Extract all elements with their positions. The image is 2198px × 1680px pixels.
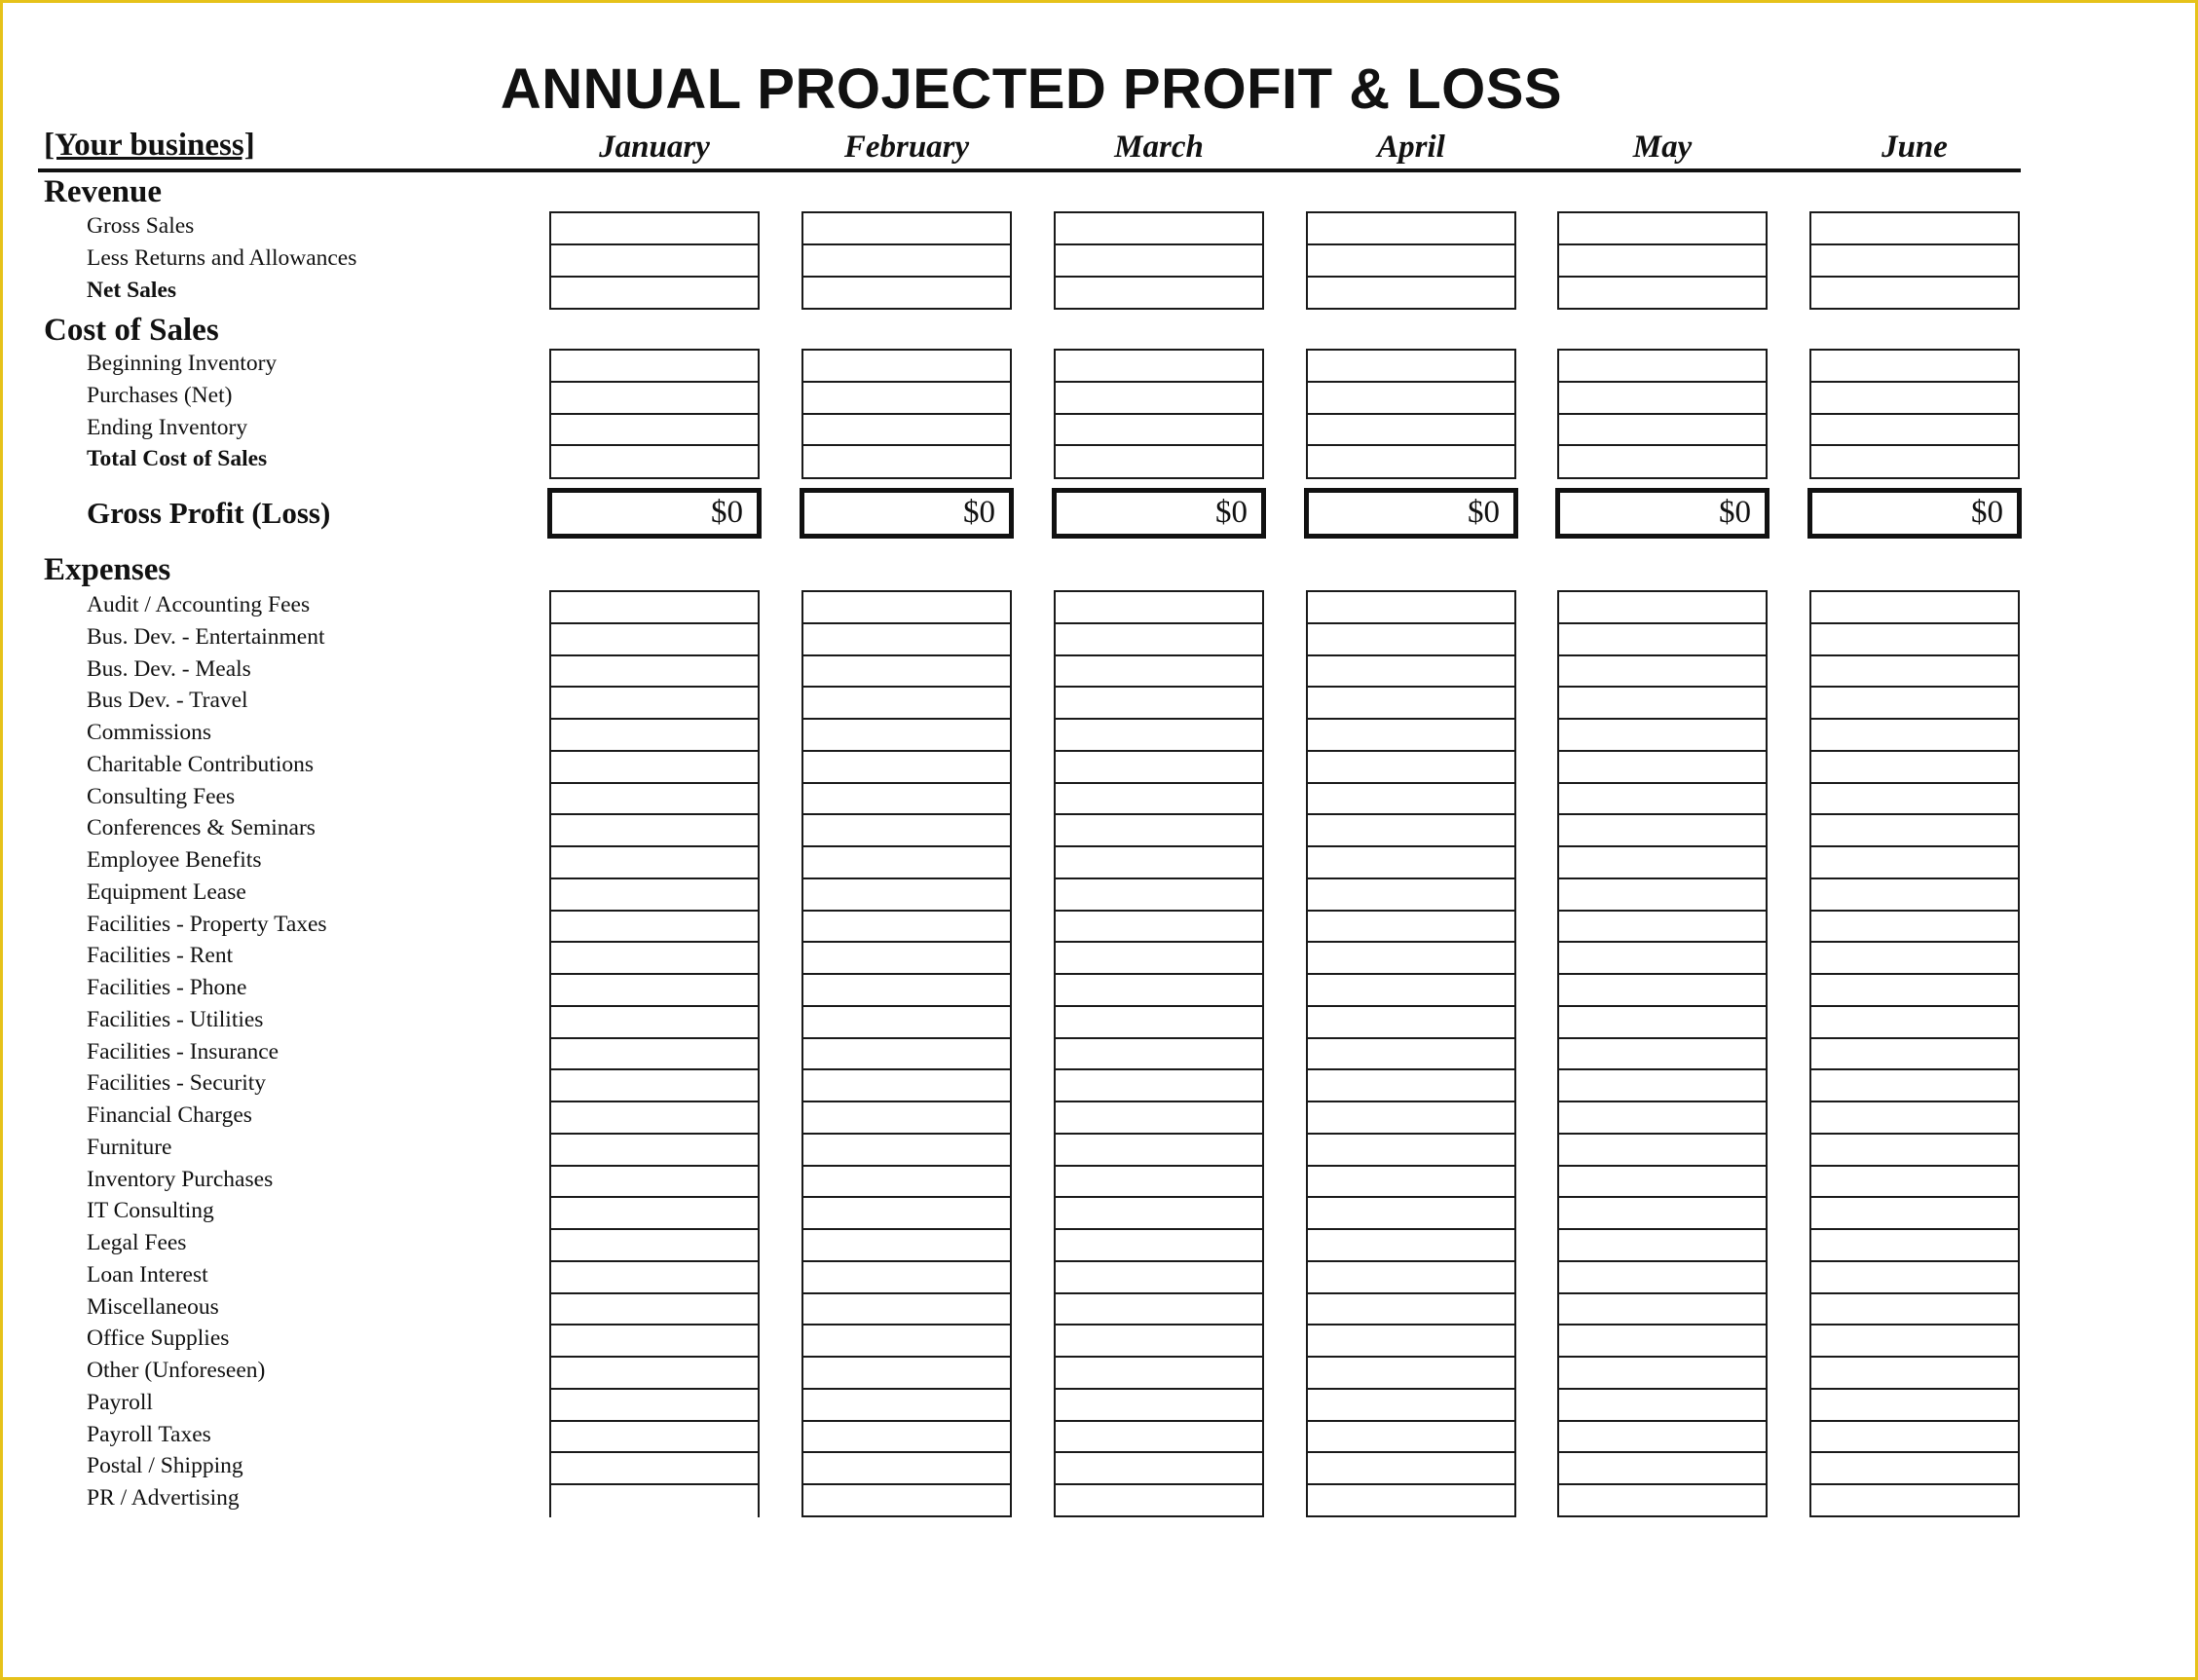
row-label-postal-shipping: Postal / Shipping xyxy=(87,1453,243,1479)
row-label-furniture: Furniture xyxy=(87,1134,172,1160)
cell-loan-interest-june[interactable] xyxy=(1809,1260,2020,1294)
cell-other-unforeseen-january[interactable] xyxy=(549,1356,760,1390)
cell-employee-benefits-january[interactable] xyxy=(549,845,760,879)
cell-purchases-net-march[interactable] xyxy=(1054,381,1264,415)
cell-legal-fees-march[interactable] xyxy=(1054,1228,1264,1262)
cell-facilities-utilities-june[interactable] xyxy=(1809,1005,2020,1039)
cell-net-sales-january[interactable] xyxy=(549,276,760,310)
cell-employee-benefits-march[interactable] xyxy=(1054,845,1264,879)
cell-bus-dev-travel-january[interactable] xyxy=(549,686,760,720)
cell-equipment-lease-february[interactable] xyxy=(801,877,1012,912)
cell-miscellaneous-january[interactable] xyxy=(549,1292,760,1326)
cell-conferences-seminars-june[interactable] xyxy=(1809,813,2020,847)
cell-facilities-security-february[interactable] xyxy=(801,1068,1012,1102)
cell-payroll-taxes-april[interactable] xyxy=(1306,1420,1516,1454)
cell-charitable-contributions-february[interactable] xyxy=(801,750,1012,784)
cell-office-supplies-april[interactable] xyxy=(1306,1324,1516,1358)
cell-financial-charges-january[interactable] xyxy=(549,1101,760,1135)
cell-inventory-purchases-march[interactable] xyxy=(1054,1165,1264,1199)
cell-facilities-security-january[interactable] xyxy=(549,1068,760,1102)
cell-pr-advertising-february[interactable] xyxy=(801,1483,1012,1517)
cell-consulting-fees-january[interactable] xyxy=(549,782,760,816)
cell-facilities-rent-may[interactable] xyxy=(1557,941,1768,975)
month-header-january: January xyxy=(599,130,710,165)
row-label-financial-charges: Financial Charges xyxy=(87,1102,252,1128)
cell-it-consulting-january[interactable] xyxy=(549,1196,760,1230)
cell-facilities-phone-june[interactable] xyxy=(1809,973,2020,1007)
cell-facilities-property-taxes-january[interactable] xyxy=(549,910,760,944)
cell-facilities-utilities-january[interactable] xyxy=(549,1005,760,1039)
cell-payroll-taxes-january[interactable] xyxy=(549,1420,760,1454)
revenue-column-march xyxy=(1054,211,1264,310)
cell-gross-sales-may[interactable] xyxy=(1557,211,1768,245)
expenses-column-may xyxy=(1557,590,1768,1517)
row-label-ending-inventory: Ending Inventory xyxy=(87,414,248,440)
cell-facilities-utilities-may[interactable] xyxy=(1557,1005,1768,1039)
row-label-purchases-net: Purchases (Net) xyxy=(87,382,233,408)
cell-equipment-lease-may[interactable] xyxy=(1557,877,1768,912)
row-label-commissions: Commissions xyxy=(87,720,211,745)
cell-consulting-fees-may[interactable] xyxy=(1557,782,1768,816)
row-label-office-supplies: Office Supplies xyxy=(87,1325,230,1352)
cell-office-supplies-june[interactable] xyxy=(1809,1324,2020,1358)
cell-purchases-net-april[interactable] xyxy=(1306,381,1516,415)
cell-bus-dev-travel-may[interactable] xyxy=(1557,686,1768,720)
cell-total-cost-of-sales-june[interactable] xyxy=(1809,444,2020,478)
cell-office-supplies-january[interactable] xyxy=(549,1324,760,1358)
cell-bus-dev-travel-february[interactable] xyxy=(801,686,1012,720)
cell-charitable-contributions-april[interactable] xyxy=(1306,750,1516,784)
cell-charitable-contributions-january[interactable] xyxy=(549,750,760,784)
cell-commissions-june[interactable] xyxy=(1809,718,2020,752)
revenue-column-april xyxy=(1306,211,1516,310)
cell-bus-dev-entertainment-may[interactable] xyxy=(1557,622,1768,656)
cell-gross-sales-march[interactable] xyxy=(1054,211,1264,245)
row-label-bus-dev-travel: Bus Dev. - Travel xyxy=(87,688,248,714)
cell-pr-advertising-june[interactable] xyxy=(1809,1483,2020,1517)
row-label-facilities-property-taxes: Facilities - Property Taxes xyxy=(87,911,327,937)
cell-charitable-contributions-may[interactable] xyxy=(1557,750,1768,784)
cell-consulting-fees-june[interactable] xyxy=(1809,782,2020,816)
month-header-may: May xyxy=(1632,130,1693,165)
cell-postal-shipping-january[interactable] xyxy=(549,1451,760,1485)
cell-beginning-inventory-june[interactable] xyxy=(1809,349,2020,383)
cell-postal-shipping-may[interactable] xyxy=(1557,1451,1768,1485)
row-label-facilities-rent: Facilities - Rent xyxy=(87,943,234,969)
cell-beginning-inventory-january[interactable] xyxy=(549,349,760,383)
month-header-june: June xyxy=(1881,130,1948,165)
cell-facilities-insurance-march[interactable] xyxy=(1054,1037,1264,1071)
cell-furniture-february[interactable] xyxy=(801,1133,1012,1167)
cell-facilities-utilities-february[interactable] xyxy=(801,1005,1012,1039)
month-header-march: March xyxy=(1114,130,1204,165)
cell-charitable-contributions-march[interactable] xyxy=(1054,750,1264,784)
cell-commissions-april[interactable] xyxy=(1306,718,1516,752)
revenue-column-february xyxy=(801,211,1012,310)
cell-equipment-lease-march[interactable] xyxy=(1054,877,1264,912)
row-label-facilities-insurance: Facilities - Insurance xyxy=(87,1038,279,1064)
gross-profit-cell-march[interactable]: $0 xyxy=(1052,488,1266,539)
cell-other-unforeseen-may[interactable] xyxy=(1557,1356,1768,1390)
row-label-pr-advertising: PR / Advertising xyxy=(87,1485,240,1511)
cell-legal-fees-february[interactable] xyxy=(801,1228,1012,1262)
cell-other-unforeseen-march[interactable] xyxy=(1054,1356,1264,1390)
cell-bus-dev-travel-march[interactable] xyxy=(1054,686,1264,720)
cell-furniture-may[interactable] xyxy=(1557,1133,1768,1167)
cell-payroll-march[interactable] xyxy=(1054,1388,1264,1422)
cell-it-consulting-may[interactable] xyxy=(1557,1196,1768,1230)
cost-of-sales-column-january xyxy=(549,349,760,479)
cell-beginning-inventory-may[interactable] xyxy=(1557,349,1768,383)
cell-less-returns-and-allowances-january[interactable] xyxy=(549,243,760,278)
cell-consulting-fees-february[interactable] xyxy=(801,782,1012,816)
cell-gross-sales-february[interactable] xyxy=(801,211,1012,245)
cell-bus-dev-entertainment-march[interactable] xyxy=(1054,622,1264,656)
cell-legal-fees-january[interactable] xyxy=(549,1228,760,1262)
month-header-april: April xyxy=(1377,130,1445,165)
row-label-facilities-phone: Facilities - Phone xyxy=(87,975,247,1000)
cell-commissions-february[interactable] xyxy=(801,718,1012,752)
cell-miscellaneous-march[interactable] xyxy=(1054,1292,1264,1326)
revenue-column-january xyxy=(549,211,760,310)
cell-facilities-rent-march[interactable] xyxy=(1054,941,1264,975)
row-label-consulting-fees: Consulting Fees xyxy=(87,783,236,809)
cell-conferences-seminars-april[interactable] xyxy=(1306,813,1516,847)
cell-pr-advertising-april[interactable] xyxy=(1306,1483,1516,1517)
cell-less-returns-and-allowances-may[interactable] xyxy=(1557,243,1768,278)
cell-payroll-february[interactable] xyxy=(801,1388,1012,1422)
row-label-loan-interest: Loan Interest xyxy=(87,1261,208,1288)
cell-purchases-net-january[interactable] xyxy=(549,381,760,415)
cell-other-unforeseen-june[interactable] xyxy=(1809,1356,2020,1390)
row-label-conferences-seminars: Conferences & Seminars xyxy=(87,815,316,841)
gross-profit-cell-january[interactable]: $0 xyxy=(547,488,762,539)
cell-audit-accounting-fees-march[interactable] xyxy=(1054,590,1264,624)
cell-equipment-lease-april[interactable] xyxy=(1306,877,1516,912)
cell-furniture-june[interactable] xyxy=(1809,1133,2020,1167)
cell-audit-accounting-fees-february[interactable] xyxy=(801,590,1012,624)
cell-facilities-property-taxes-february[interactable] xyxy=(801,910,1012,944)
cell-beginning-inventory-april[interactable] xyxy=(1306,349,1516,383)
cell-purchases-net-february[interactable] xyxy=(801,381,1012,415)
cell-facilities-security-april[interactable] xyxy=(1306,1068,1516,1102)
cell-miscellaneous-june[interactable] xyxy=(1809,1292,2020,1326)
cell-payroll-january[interactable] xyxy=(549,1388,760,1422)
row-label-charitable-contributions: Charitable Contributions xyxy=(87,751,315,777)
cell-facilities-phone-march[interactable] xyxy=(1054,973,1264,1007)
cell-facilities-security-may[interactable] xyxy=(1557,1068,1768,1102)
row-label-employee-benefits: Employee Benefits xyxy=(87,847,262,873)
section-title-revenue: Revenue xyxy=(44,174,162,209)
row-label-miscellaneous: Miscellaneous xyxy=(87,1293,219,1320)
cell-bus-dev-entertainment-february[interactable] xyxy=(801,622,1012,656)
section-title-expenses: Expenses xyxy=(44,552,171,587)
cell-payroll-taxes-may[interactable] xyxy=(1557,1420,1768,1454)
cell-employee-benefits-may[interactable] xyxy=(1557,845,1768,879)
cell-furniture-april[interactable] xyxy=(1306,1133,1516,1167)
cell-furniture-march[interactable] xyxy=(1054,1133,1264,1167)
cell-ending-inventory-april[interactable] xyxy=(1306,413,1516,447)
cell-payroll-taxes-june[interactable] xyxy=(1809,1420,2020,1454)
cell-financial-charges-may[interactable] xyxy=(1557,1101,1768,1135)
cell-loan-interest-february[interactable] xyxy=(801,1260,1012,1294)
cell-it-consulting-march[interactable] xyxy=(1054,1196,1264,1230)
gross-profit-cell-june[interactable]: $0 xyxy=(1807,488,2022,539)
cell-bus-dev-entertainment-april[interactable] xyxy=(1306,622,1516,656)
cell-it-consulting-april[interactable] xyxy=(1306,1196,1516,1230)
row-label-payroll: Payroll xyxy=(87,1389,153,1415)
cell-payroll-taxes-march[interactable] xyxy=(1054,1420,1264,1454)
cell-bus-dev-meals-april[interactable] xyxy=(1306,654,1516,689)
month-header-february: February xyxy=(843,130,970,165)
cell-facilities-insurance-june[interactable] xyxy=(1809,1037,2020,1071)
cell-conferences-seminars-march[interactable] xyxy=(1054,813,1264,847)
cell-postal-shipping-march[interactable] xyxy=(1054,1451,1264,1485)
cell-legal-fees-june[interactable] xyxy=(1809,1228,2020,1262)
row-label-it-consulting: IT Consulting xyxy=(87,1198,214,1224)
cell-total-cost-of-sales-march[interactable] xyxy=(1054,444,1264,478)
cell-inventory-purchases-may[interactable] xyxy=(1557,1165,1768,1199)
cell-employee-benefits-february[interactable] xyxy=(801,845,1012,879)
cell-audit-accounting-fees-june[interactable] xyxy=(1809,590,2020,624)
cell-commissions-january[interactable] xyxy=(549,718,760,752)
revenue-column-may xyxy=(1557,211,1768,310)
cell-facilities-rent-june[interactable] xyxy=(1809,941,2020,975)
cell-facilities-security-march[interactable] xyxy=(1054,1068,1264,1102)
cell-financial-charges-april[interactable] xyxy=(1306,1101,1516,1135)
row-label-legal-fees: Legal Fees xyxy=(87,1230,187,1255)
cell-consulting-fees-april[interactable] xyxy=(1306,782,1516,816)
business-name-field[interactable]: [Your business] xyxy=(44,128,255,163)
cell-gross-sales-january[interactable] xyxy=(549,211,760,245)
row-label-total-cost-of-sales: Total Cost of Sales xyxy=(87,446,268,472)
cell-inventory-purchases-june[interactable] xyxy=(1809,1165,2020,1199)
row-label-other-unforeseen: Other (Unforeseen) xyxy=(87,1358,266,1383)
row-label-bus-dev-meals: Bus. Dev. - Meals xyxy=(87,655,251,682)
cell-beginning-inventory-february[interactable] xyxy=(801,349,1012,383)
cell-total-cost-of-sales-april[interactable] xyxy=(1306,444,1516,478)
cell-conferences-seminars-january[interactable] xyxy=(549,813,760,847)
cell-facilities-rent-february[interactable] xyxy=(801,941,1012,975)
cell-financial-charges-june[interactable] xyxy=(1809,1101,2020,1135)
cell-less-returns-and-allowances-april[interactable] xyxy=(1306,243,1516,278)
cell-bus-dev-meals-february[interactable] xyxy=(801,654,1012,689)
row-label-bus-dev-entertainment: Bus. Dev. - Entertainment xyxy=(87,623,325,650)
cell-pr-advertising-may[interactable] xyxy=(1557,1483,1768,1517)
cell-facilities-utilities-april[interactable] xyxy=(1306,1005,1516,1039)
expenses-column-march xyxy=(1054,590,1264,1517)
cost-of-sales-column-may xyxy=(1557,349,1768,479)
cell-facilities-property-taxes-june[interactable] xyxy=(1809,910,2020,944)
row-label-audit-accounting-fees: Audit / Accounting Fees xyxy=(87,592,311,617)
cell-office-supplies-march[interactable] xyxy=(1054,1324,1264,1358)
cell-net-sales-june[interactable] xyxy=(1809,276,2020,310)
cell-bus-dev-meals-may[interactable] xyxy=(1557,654,1768,689)
cell-loan-interest-may[interactable] xyxy=(1557,1260,1768,1294)
cell-loan-interest-april[interactable] xyxy=(1306,1260,1516,1294)
cell-furniture-january[interactable] xyxy=(549,1133,760,1167)
cell-less-returns-and-allowances-march[interactable] xyxy=(1054,243,1264,278)
cell-bus-dev-meals-june[interactable] xyxy=(1809,654,2020,689)
cell-ending-inventory-may[interactable] xyxy=(1557,413,1768,447)
row-label-less-returns-and-allowances: Less Returns and Allowances xyxy=(87,244,357,271)
cell-facilities-insurance-february[interactable] xyxy=(801,1037,1012,1071)
cell-bus-dev-travel-june[interactable] xyxy=(1809,686,2020,720)
cell-charitable-contributions-june[interactable] xyxy=(1809,750,2020,784)
cell-consulting-fees-march[interactable] xyxy=(1054,782,1264,816)
row-label-facilities-security: Facilities - Security xyxy=(87,1070,267,1097)
cell-pr-advertising-january[interactable] xyxy=(549,1483,760,1517)
cell-employee-benefits-june[interactable] xyxy=(1809,845,2020,879)
cell-legal-fees-april[interactable] xyxy=(1306,1228,1516,1262)
cell-office-supplies-february[interactable] xyxy=(801,1324,1012,1358)
cell-total-cost-of-sales-january[interactable] xyxy=(549,444,760,478)
cell-beginning-inventory-march[interactable] xyxy=(1054,349,1264,383)
cell-payroll-taxes-february[interactable] xyxy=(801,1420,1012,1454)
cell-financial-charges-march[interactable] xyxy=(1054,1101,1264,1135)
cost-of-sales-column-june xyxy=(1809,349,2020,479)
cell-facilities-insurance-january[interactable] xyxy=(549,1037,760,1071)
cell-financial-charges-february[interactable] xyxy=(801,1101,1012,1135)
row-label-inventory-purchases: Inventory Purchases xyxy=(87,1166,274,1192)
cell-commissions-march[interactable] xyxy=(1054,718,1264,752)
cell-bus-dev-travel-april[interactable] xyxy=(1306,686,1516,720)
cell-facilities-property-taxes-april[interactable] xyxy=(1306,910,1516,944)
cell-postal-shipping-february[interactable] xyxy=(801,1451,1012,1485)
cell-ending-inventory-january[interactable] xyxy=(549,413,760,447)
cost-of-sales-column-april xyxy=(1306,349,1516,479)
cell-equipment-lease-june[interactable] xyxy=(1809,877,2020,912)
expenses-column-january xyxy=(549,590,760,1517)
page-title: ANNUAL PROJECTED PROFIT & LOSS xyxy=(500,57,1563,121)
cell-postal-shipping-april[interactable] xyxy=(1306,1451,1516,1485)
cell-bus-dev-meals-january[interactable] xyxy=(549,654,760,689)
cell-office-supplies-may[interactable] xyxy=(1557,1324,1768,1358)
expenses-column-april xyxy=(1306,590,1516,1517)
cell-postal-shipping-june[interactable] xyxy=(1809,1451,2020,1485)
row-label-equipment-lease: Equipment Lease xyxy=(87,878,246,905)
row-label-gross-sales: Gross Sales xyxy=(87,213,195,239)
cell-facilities-security-june[interactable] xyxy=(1809,1068,2020,1102)
cell-facilities-phone-april[interactable] xyxy=(1306,973,1516,1007)
cell-audit-accounting-fees-may[interactable] xyxy=(1557,590,1768,624)
cell-gross-sales-april[interactable] xyxy=(1306,211,1516,245)
cell-audit-accounting-fees-april[interactable] xyxy=(1306,590,1516,624)
cell-net-sales-february[interactable] xyxy=(801,276,1012,310)
gross-profit-label: Gross Profit (Loss) xyxy=(87,496,331,530)
cell-less-returns-and-allowances-february[interactable] xyxy=(801,243,1012,278)
cell-less-returns-and-allowances-june[interactable] xyxy=(1809,243,2020,278)
cell-pr-advertising-march[interactable] xyxy=(1054,1483,1264,1517)
cell-facilities-rent-january[interactable] xyxy=(549,941,760,975)
cell-it-consulting-february[interactable] xyxy=(801,1196,1012,1230)
cell-purchases-net-june[interactable] xyxy=(1809,381,2020,415)
cell-commissions-may[interactable] xyxy=(1557,718,1768,752)
row-label-net-sales: Net Sales xyxy=(87,277,177,303)
cell-facilities-property-taxes-march[interactable] xyxy=(1054,910,1264,944)
cell-bus-dev-entertainment-january[interactable] xyxy=(549,622,760,656)
cell-facilities-insurance-may[interactable] xyxy=(1557,1037,1768,1071)
cell-net-sales-may[interactable] xyxy=(1557,276,1768,310)
cost-of-sales-column-march xyxy=(1054,349,1264,479)
revenue-column-june xyxy=(1809,211,2020,310)
cell-audit-accounting-fees-january[interactable] xyxy=(549,590,760,624)
expenses-column-june xyxy=(1809,590,2020,1517)
cell-total-cost-of-sales-february[interactable] xyxy=(801,444,1012,478)
cell-bus-dev-entertainment-june[interactable] xyxy=(1809,622,2020,656)
cell-net-sales-april[interactable] xyxy=(1306,276,1516,310)
cell-ending-inventory-february[interactable] xyxy=(801,413,1012,447)
row-label-payroll-taxes: Payroll Taxes xyxy=(87,1421,211,1447)
cell-ending-inventory-march[interactable] xyxy=(1054,413,1264,447)
cell-facilities-utilities-march[interactable] xyxy=(1054,1005,1264,1039)
row-label-beginning-inventory: Beginning Inventory xyxy=(87,351,278,376)
cell-other-unforeseen-february[interactable] xyxy=(801,1356,1012,1390)
cell-facilities-phone-february[interactable] xyxy=(801,973,1012,1007)
expenses-column-february xyxy=(801,590,1012,1517)
cell-inventory-purchases-february[interactable] xyxy=(801,1165,1012,1199)
gross-profit-cell-may[interactable]: $0 xyxy=(1555,488,1770,539)
cell-it-consulting-june[interactable] xyxy=(1809,1196,2020,1230)
row-label-facilities-utilities: Facilities - Utilities xyxy=(87,1006,264,1032)
cell-inventory-purchases-january[interactable] xyxy=(549,1165,760,1199)
cell-payroll-april[interactable] xyxy=(1306,1388,1516,1422)
cell-facilities-rent-april[interactable] xyxy=(1306,941,1516,975)
cell-miscellaneous-may[interactable] xyxy=(1557,1292,1768,1326)
cell-conferences-seminars-february[interactable] xyxy=(801,813,1012,847)
cell-legal-fees-may[interactable] xyxy=(1557,1228,1768,1262)
cell-conferences-seminars-may[interactable] xyxy=(1557,813,1768,847)
gross-profit-cell-february[interactable]: $0 xyxy=(800,488,1014,539)
cell-net-sales-march[interactable] xyxy=(1054,276,1264,310)
cell-payroll-june[interactable] xyxy=(1809,1388,2020,1422)
cost-of-sales-column-february xyxy=(801,349,1012,479)
cell-facilities-phone-may[interactable] xyxy=(1557,973,1768,1007)
gross-profit-cell-april[interactable]: $0 xyxy=(1304,488,1518,539)
cell-total-cost-of-sales-may[interactable] xyxy=(1557,444,1768,478)
cell-loan-interest-january[interactable] xyxy=(549,1260,760,1294)
cell-loan-interest-march[interactable] xyxy=(1054,1260,1264,1294)
cell-bus-dev-meals-march[interactable] xyxy=(1054,654,1264,689)
cell-employee-benefits-april[interactable] xyxy=(1306,845,1516,879)
cell-miscellaneous-april[interactable] xyxy=(1306,1292,1516,1326)
section-title-cost-of-sales: Cost of Sales xyxy=(44,313,219,348)
cell-payroll-may[interactable] xyxy=(1557,1388,1768,1422)
cell-purchases-net-may[interactable] xyxy=(1557,381,1768,415)
cell-inventory-purchases-april[interactable] xyxy=(1306,1165,1516,1199)
cell-ending-inventory-june[interactable] xyxy=(1809,413,2020,447)
cell-facilities-property-taxes-may[interactable] xyxy=(1557,910,1768,944)
cell-gross-sales-june[interactable] xyxy=(1809,211,2020,245)
cell-facilities-phone-january[interactable] xyxy=(549,973,760,1007)
cell-miscellaneous-february[interactable] xyxy=(801,1292,1012,1326)
cell-equipment-lease-january[interactable] xyxy=(549,877,760,912)
cell-other-unforeseen-april[interactable] xyxy=(1306,1356,1516,1390)
cell-facilities-insurance-april[interactable] xyxy=(1306,1037,1516,1071)
header-divider xyxy=(38,168,2021,172)
